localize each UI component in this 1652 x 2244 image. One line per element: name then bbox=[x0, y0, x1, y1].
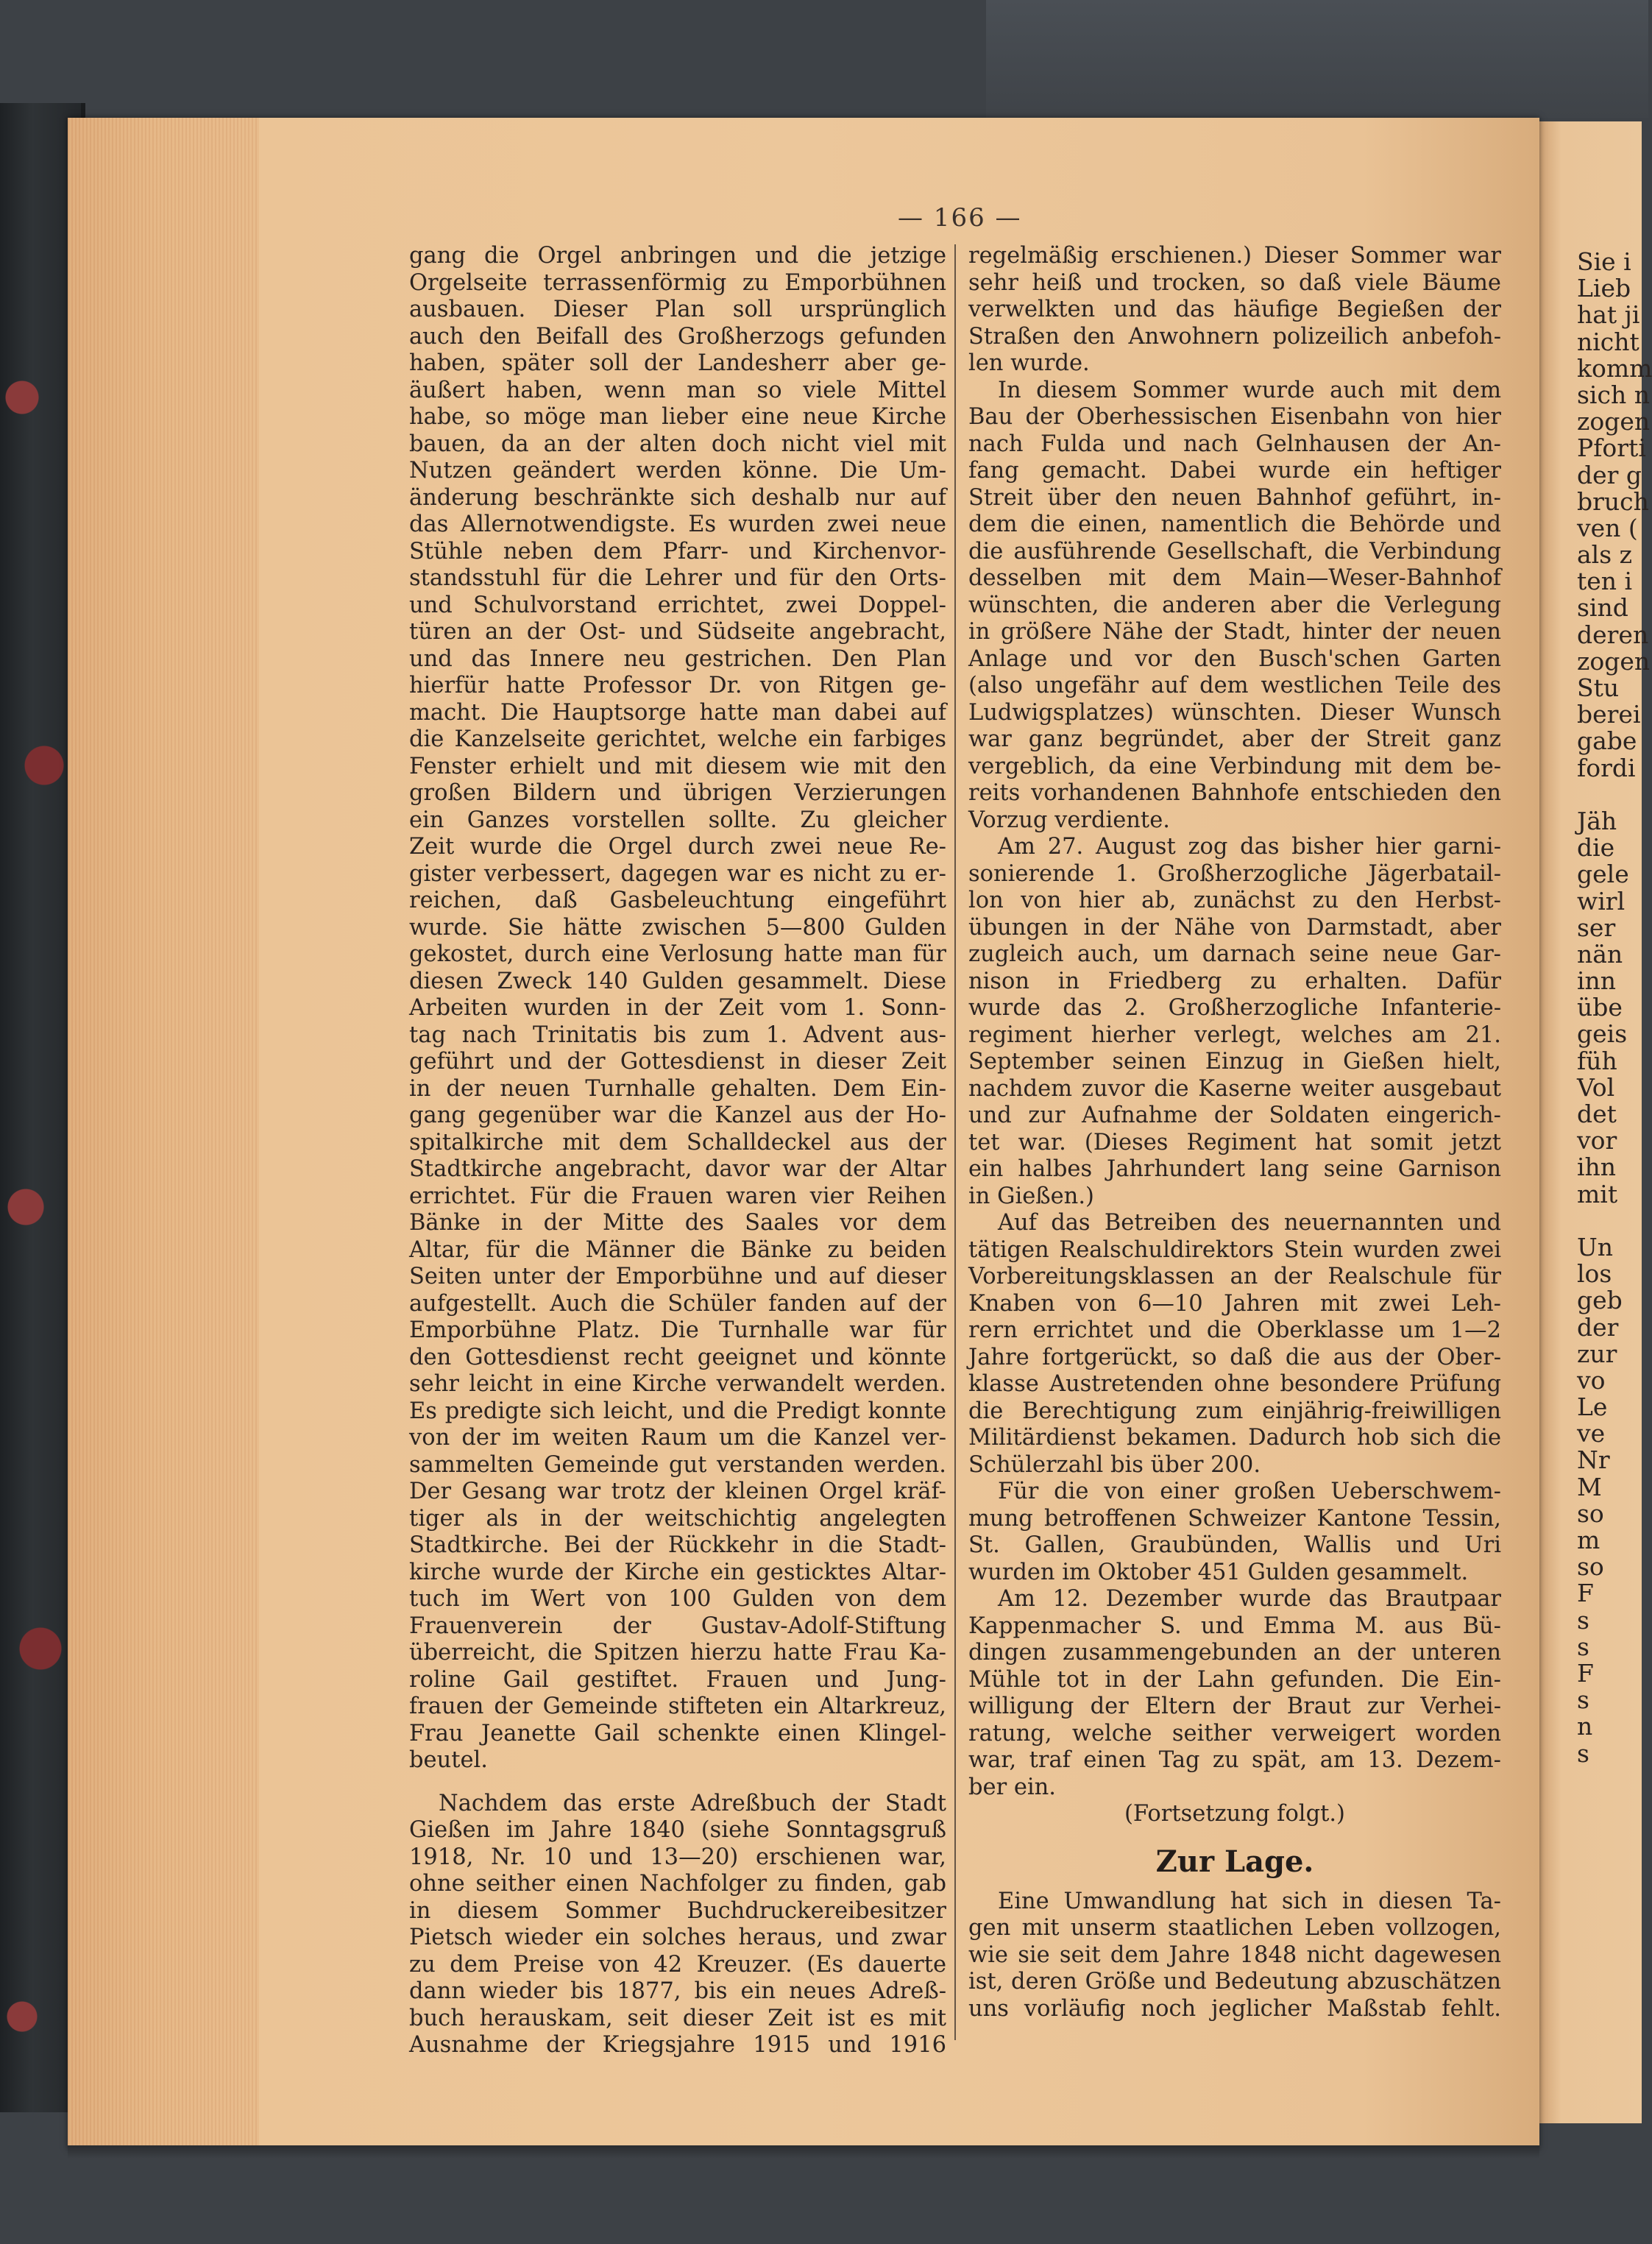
text-line: klasse Austretenden ohne besondere Prüfung bbox=[968, 1371, 1501, 1397]
text-line: Es predigte sich leicht, und die Predigt konnte bbox=[409, 1398, 946, 1424]
text-line: nach Fulda und nach Gelnhausen der An- bbox=[968, 431, 1501, 457]
next-page-fragment: det bbox=[1577, 1100, 1617, 1128]
text-line: gekostet, durch eine Verlosung hatte man für bbox=[409, 941, 946, 967]
text-line: übungen in der Nähe von Darmstadt, aber bbox=[968, 914, 1501, 941]
text-line: fang gemacht. Dabei wurde ein heftiger bbox=[968, 458, 1501, 484]
next-page-fragment: sich n bbox=[1577, 380, 1650, 409]
next-page-fragment: ven ( bbox=[1577, 513, 1638, 542]
text-line: zu dem Preise von 42 Kreuzer. (Es dauerte bbox=[409, 1951, 946, 1978]
text-line: Am 27. August zog das bisher hier garni- bbox=[998, 834, 1501, 860]
text-line: ist, deren Größe und Bedeutung abzuschätzen bbox=[968, 1969, 1501, 1995]
text-line: uns vorläufig noch jeglicher Maßstab fehlt. bbox=[968, 1995, 1501, 2022]
text-line: Kappenmacher S. und Emma M. aus Bü- bbox=[968, 1613, 1501, 1639]
text-line: gen mit unserm staatlichen Leben vollzogen, bbox=[968, 1915, 1501, 1941]
text-line: Seiten unter der Emporbühne und auf dieser bbox=[409, 1264, 946, 1289]
next-page-fragment: geb bbox=[1577, 1286, 1623, 1315]
text-line: gang die Orgel anbringen und die jetzige bbox=[409, 243, 946, 269]
text-line: gister verbessert, dagegen war es nicht zu er- bbox=[409, 860, 946, 887]
next-page-fragment: Sie i bbox=[1577, 247, 1631, 276]
text-line: frauen der Gemeinde stifteten ein Altarkreuz, bbox=[409, 1693, 946, 1719]
text-line: lon von hier ab, zunächst zu den Herbst- bbox=[968, 888, 1501, 913]
next-page-fragment: s bbox=[1577, 1685, 1589, 1715]
column-divider bbox=[954, 244, 956, 2040]
next-page-fragment: Pforti bbox=[1577, 433, 1646, 463]
text-line: und Schulvorstand errichtet, zwei Doppel- bbox=[409, 592, 946, 618]
text-line: diesen Zweck 140 Gulden gesammelt. Diese bbox=[409, 968, 946, 994]
text-line: spitalkirche mit dem Schalldeckel aus der bbox=[409, 1129, 946, 1155]
text-line: In diesem Sommer wurde auch mit dem bbox=[998, 377, 1501, 403]
text-line: zugleich auch, um darnach seine neue Gar- bbox=[968, 941, 1501, 967]
text-line: Am 12. Dezember wurde das Brautpaar bbox=[998, 1586, 1501, 1612]
text-line: geführt und der Gottesdienst in dieser Zeit bbox=[409, 1049, 946, 1075]
text-line: macht. Die Hauptsorge hatte man dabei auf bbox=[409, 699, 946, 726]
text-line: aufgestellt. Auch die Schüler fanden auf der bbox=[409, 1290, 946, 1317]
next-page-fragment: ser bbox=[1577, 913, 1616, 942]
text-line: habe, so möge man lieber eine neue Kirche bbox=[409, 404, 946, 430]
text-line: errichtet. Für die Frauen waren vier Reihen bbox=[409, 1183, 946, 1209]
section-heading: Zur Lage. bbox=[1155, 1844, 1314, 1879]
text-line: den Gottesdienst recht geeignet und könnte bbox=[409, 1344, 946, 1370]
text-line: ein halbes Jahrhundert lang seine Garnison bbox=[968, 1156, 1501, 1182]
text-line: ratung, welche seither verweigert worden bbox=[968, 1720, 1501, 1746]
text-line: Nachdem das erste Adreßbuch der Stadt bbox=[439, 1790, 946, 1816]
next-page-fragment: Stu bbox=[1577, 673, 1620, 702]
text-line: wünschten, die anderen aber die Verlegung bbox=[968, 592, 1501, 618]
text-line: Ludwigsplatzes) wünschten. Dieser Wunsch bbox=[968, 699, 1501, 726]
text-line: Frau Jeanette Gail schenkte einen Klingel- bbox=[409, 1720, 946, 1746]
text-line: Auf das Betreiben des neuernannten und bbox=[998, 1210, 1501, 1236]
next-page-fragment: der g bbox=[1577, 460, 1642, 489]
text-line: sammelten Gemeinde gut verstanden werden. bbox=[409, 1451, 946, 1478]
text-line: die ausführende Gesellschaft, die Verbindung bbox=[968, 538, 1501, 564]
next-page-fragment: als z bbox=[1577, 540, 1633, 570]
paragraph-gap bbox=[409, 1774, 946, 1791]
next-page-fragment: berei bbox=[1577, 700, 1641, 729]
next-page-fragment: mit bbox=[1577, 1179, 1618, 1208]
next-page-fragment: ten i bbox=[1577, 567, 1633, 596]
text-line: tet war. (Dieses Regiment hat somit jetzt bbox=[968, 1129, 1501, 1155]
next-page-fragment: fordi bbox=[1577, 753, 1636, 782]
text-line: kirche wurde der Kirche ein gesticktes Altar- bbox=[409, 1559, 946, 1585]
next-page-fragment: s bbox=[1577, 1605, 1589, 1635]
text-line: Fenster erhielt und mit diesem wie mit den bbox=[409, 753, 946, 779]
text-line: Bau der Oberhessischen Eisenbahn von hier bbox=[968, 404, 1501, 430]
text-line: Altar, für die Männer die Bänke zu beiden bbox=[409, 1236, 946, 1263]
text-line: September seinen Einzug in Gießen hielt, bbox=[968, 1049, 1501, 1075]
text-line: Emporbühne Platz. Die Turnhalle war für bbox=[409, 1317, 946, 1343]
next-page-fragment: Lieb bbox=[1577, 274, 1631, 303]
text-line: tag nach Trinitatis bis zum 1. Advent aus- bbox=[409, 1022, 946, 1048]
text-line: mung betroffenen Schweizer Kantone Tessin, bbox=[968, 1505, 1501, 1532]
text-line: Stadtkirche angebracht, davor war der Altar bbox=[409, 1156, 946, 1182]
next-page-fragment: hat ji bbox=[1577, 300, 1640, 330]
next-page-fragment: zur bbox=[1577, 1339, 1617, 1368]
next-page-fragment: so bbox=[1577, 1498, 1604, 1528]
next-page-fragment: ve bbox=[1577, 1419, 1606, 1448]
text-line: großen Bildern und übrigen Verzierungen bbox=[409, 780, 946, 806]
text-line: desselben mit dem Main—Weser-Bahnhof bbox=[968, 565, 1501, 591]
next-page-fragment: zogen bbox=[1577, 646, 1651, 676]
text-line: hierfür hatte Professor Dr. von Ritgen ge- bbox=[409, 673, 946, 698]
text-line: ber ein. bbox=[968, 1774, 1056, 1800]
text-line: Schülerzahl bis über 200. bbox=[968, 1451, 1261, 1478]
text-line: in diesem Sommer Buchdruckereibesitzer bbox=[409, 1897, 946, 1924]
text-line: ohne seither einen Nachfolger zu finden, gab bbox=[409, 1871, 946, 1897]
text-line: standsstuhl für die Lehrer und für den Orts- bbox=[409, 565, 946, 591]
right-text-column bbox=[968, 243, 1501, 2022]
text-line: (also ungefähr auf dem westlichen Teile des bbox=[968, 673, 1501, 698]
text-line: sehr leicht in eine Kirche verwandelt werden. bbox=[409, 1371, 946, 1397]
text-line: buch herauskam, seit dieser Zeit ist es mit bbox=[409, 2005, 946, 2031]
text-line: (Fortsetzung folgt.) bbox=[1124, 1801, 1345, 1827]
next-page-fragment bbox=[1577, 782, 1642, 808]
text-line: Militärdienst bekamen. Dadurch hob sich die bbox=[968, 1425, 1501, 1451]
text-line: dem die einen, namentlich die Behörde und bbox=[968, 512, 1501, 537]
text-line: willigung der Eltern der Braut zur Verhei- bbox=[968, 1693, 1501, 1719]
next-page-fragment: so bbox=[1577, 1552, 1604, 1582]
text-line: beutel. bbox=[409, 1747, 488, 1773]
text-line: St. Gallen, Graubünden, Wallis und Uri bbox=[968, 1532, 1501, 1558]
text-line: in größere Nähe der Stadt, hinter der neuen bbox=[968, 619, 1501, 645]
text-line: Jahre fortgerückt, so daß die aus der Ober- bbox=[968, 1344, 1501, 1370]
text-line: nison in Friedberg zu erhalten. Dafür bbox=[968, 968, 1501, 994]
next-page-fragment: komm bbox=[1577, 353, 1652, 383]
text-line: Frauenverein der Gustav-Adolf-Stiftung bbox=[409, 1613, 946, 1639]
next-page-fragment: übe bbox=[1577, 993, 1623, 1022]
next-page-fragment: Le bbox=[1577, 1392, 1608, 1422]
text-line: rern errichtet und die Oberklasse um 1—2 bbox=[968, 1317, 1501, 1343]
text-line: tuch im Wert von 100 Gulden von dem bbox=[409, 1586, 946, 1612]
next-page-fragment: gele bbox=[1577, 860, 1629, 889]
text-line: äußert haben, wenn man so viele Mittel bbox=[409, 377, 946, 403]
next-page-fragment: Un bbox=[1577, 1232, 1614, 1261]
text-line: das Allernotwendigste. Es wurden zwei neue bbox=[409, 512, 946, 537]
text-line: die Berechtigung zum einjährig-freiwilligen bbox=[968, 1398, 1501, 1424]
text-line: überreicht, die Spitzen hierzu hatte Frau Ka- bbox=[409, 1640, 946, 1666]
next-page-fragment: nicht bbox=[1577, 327, 1639, 356]
next-page-fragment: zogen bbox=[1577, 407, 1651, 436]
text-line: in der neuen Turnhalle gehalten. Dem Ein- bbox=[409, 1075, 946, 1102]
text-line: wurde das 2. Großherzogliche Infanterie- bbox=[968, 995, 1501, 1021]
next-page-fragment: Jäh bbox=[1577, 806, 1617, 835]
text-line: Streit über den neuen Bahnhof geführt, in- bbox=[968, 484, 1501, 511]
next-page-fragment: sind bbox=[1577, 593, 1628, 623]
text-line: tätigen Realschuldirektors Stein wurden zwei bbox=[968, 1236, 1501, 1263]
text-line: wie sie seit dem Jahre 1848 nicht dagewesen bbox=[968, 1942, 1501, 1968]
text-line: ausbauen. Dieser Plan soll ursprünglich bbox=[409, 297, 946, 322]
next-page-fragment: deren bbox=[1577, 620, 1649, 649]
text-line: Pietsch wieder ein solches heraus, und zwar bbox=[409, 1925, 946, 1950]
text-line: len wurde. bbox=[968, 350, 1090, 376]
text-line: war ganz begründet, aber der Streit ganz bbox=[968, 726, 1501, 752]
next-page-fragment: m bbox=[1577, 1526, 1600, 1554]
text-line: Stadtkirche. Bei der Rückkehr in die Stadt- bbox=[409, 1532, 946, 1558]
text-line: tiger als in der weitschichtig angelegten bbox=[409, 1505, 946, 1532]
text-line: Für die von einer großen Ueberschwem- bbox=[998, 1479, 1501, 1504]
text-line: änderung beschränkte sich deshalb nur auf bbox=[409, 484, 946, 511]
next-page-fragment: M bbox=[1577, 1472, 1602, 1501]
text-line: Orgelseite terrassenförmig zu Emporbühnen bbox=[409, 269, 946, 296]
text-line: sehr heiß und trocken, so daß viele Bäume bbox=[968, 269, 1501, 296]
text-line: Ausnahme der Kriegsjahre 1915 und 1916 bbox=[409, 2032, 946, 2058]
next-page-fragment bbox=[1577, 1208, 1642, 1234]
text-line: und zur Aufnahme der Soldaten eingerich- bbox=[968, 1102, 1501, 1128]
next-page-fragment: bruch bbox=[1577, 486, 1649, 516]
text-line: und das Innere neu gestrichen. Den Plan bbox=[409, 645, 946, 672]
next-page-fragment: Vol bbox=[1577, 1072, 1615, 1102]
next-page-fragment: s bbox=[1577, 1738, 1589, 1768]
text-line: Straßen den Anwohnern polizeilich anbefoh- bbox=[968, 323, 1501, 350]
text-line: Gießen im Jahre 1840 (siehe Sonntagsgruß bbox=[409, 1817, 946, 1843]
next-page-fragment: vor bbox=[1577, 1126, 1617, 1155]
next-page-fragment: wirl bbox=[1577, 886, 1626, 916]
text-line: war, traf einen Tag zu spät, am 13. Dezem- bbox=[968, 1747, 1501, 1773]
text-line: sonierende 1. Großherzogliche Jägerbatail- bbox=[968, 860, 1501, 887]
text-line: dann wieder bis 1877, bis ein neues Adreß- bbox=[409, 1978, 946, 2004]
text-line: vergeblich, da eine Verbindung mit dem be- bbox=[968, 753, 1501, 779]
text-line: die Kanzelseite gerichtet, welche ein farbiges bbox=[409, 726, 946, 752]
text-line: Zeit wurde die Orgel durch zwei neue Re- bbox=[409, 834, 946, 860]
text-line: Bänke in der Mitte des Saales vor dem bbox=[409, 1210, 946, 1236]
text-line: Vorzug verdiente. bbox=[968, 807, 1170, 833]
next-page-fragment: F bbox=[1577, 1658, 1594, 1688]
text-line: 1918, Nr. 10 und 13—20) erschienen war, bbox=[409, 1844, 946, 1870]
text-line: reits vorhandenen Bahnhofe entschieden den bbox=[968, 780, 1501, 806]
page-number: — 166 — bbox=[898, 203, 1022, 233]
text-line: Stühle neben dem Pfarr- und Kirchenvor- bbox=[409, 538, 946, 564]
next-page-fragment: vo bbox=[1577, 1365, 1606, 1395]
next-page-fragment: inn bbox=[1577, 966, 1617, 996]
text-line: verwelkten und das häufige Begießen der bbox=[968, 297, 1501, 322]
text-line: Vorbereitungsklassen an der Realschule für bbox=[968, 1264, 1501, 1289]
next-page-fragment: los bbox=[1577, 1259, 1612, 1289]
text-line: roline Gail gestiftet. Frauen und Jung- bbox=[409, 1666, 946, 1693]
text-line: in Gießen.) bbox=[968, 1183, 1094, 1209]
text-line: ein Ganzes vorstellen sollte. Zu gleicher bbox=[409, 807, 946, 833]
text-line: wurden im Oktober 451 Gulden gesammelt. bbox=[968, 1559, 1469, 1585]
next-page-text-fragments bbox=[1577, 247, 1652, 1768]
text-line: Arbeiten wurden in der Zeit vom 1. Sonn- bbox=[409, 995, 946, 1021]
page-stack-edges bbox=[68, 118, 259, 2149]
next-page-fragment: nän bbox=[1577, 939, 1623, 969]
next-page-fragment: gabe bbox=[1577, 726, 1637, 756]
text-line: dingen zusammengebunden an der unteren bbox=[968, 1640, 1501, 1666]
text-line: Knaben von 6—10 Jahren mit zwei Leh- bbox=[968, 1290, 1501, 1317]
left-text-column bbox=[409, 243, 946, 2059]
text-line: von der im weiten Raum um die Kanzel ver- bbox=[409, 1425, 946, 1451]
next-page-fragment: füh bbox=[1577, 1046, 1617, 1075]
text-line: Anlage und vor den Busch'schen Garten bbox=[968, 645, 1501, 672]
background-top bbox=[986, 0, 1648, 118]
next-page-fragment: ihn bbox=[1577, 1153, 1617, 1182]
text-line: regiment hierher verlegt, welches am 21. bbox=[968, 1022, 1501, 1048]
text-line: auch den Beifall des Großherzogs gefunden bbox=[409, 323, 946, 350]
text-line: haben, später soll der Landesherr aber ge- bbox=[409, 350, 946, 376]
text-line: wurde. Sie hätte zwischen 5—800 Gulden bbox=[409, 914, 946, 941]
next-page-fragment: F bbox=[1577, 1579, 1594, 1608]
next-page-fragment: die bbox=[1577, 833, 1615, 863]
next-page-fragment: Nr bbox=[1577, 1445, 1610, 1475]
text-line: regelmäßig erschienen.) Dieser Sommer war bbox=[968, 243, 1501, 269]
text-line: Nutzen geändert werden könne. Die Um- bbox=[409, 458, 946, 484]
next-page-fragment: n bbox=[1577, 1712, 1593, 1741]
text-line: gang gegenüber war die Kanzel aus der Ho- bbox=[409, 1102, 946, 1128]
text-line: nachdem zuvor die Kaserne weiter ausgebaut bbox=[968, 1075, 1501, 1102]
text-line: bauen, da an der alten doch nicht viel mit bbox=[409, 431, 946, 457]
text-line: türen an der Ost- und Südseite angebracht, bbox=[409, 619, 946, 645]
page-bottom-shadow bbox=[68, 2145, 1539, 2159]
next-page-fragment: geis bbox=[1577, 1019, 1628, 1049]
text-line: Eine Umwandlung hat sich in diesen Ta- bbox=[998, 1888, 1501, 1914]
next-page-fragment: s bbox=[1577, 1632, 1589, 1661]
text-line: Der Gesang war trotz der kleinen Orgel kräf- bbox=[409, 1479, 946, 1504]
text-line: Mühle tot in der Lahn gefunden. Die Ein- bbox=[968, 1666, 1501, 1693]
next-page-fragment: der bbox=[1577, 1312, 1619, 1342]
text-line: reichen, daß Gasbeleuchtung eingeführt bbox=[409, 888, 946, 913]
